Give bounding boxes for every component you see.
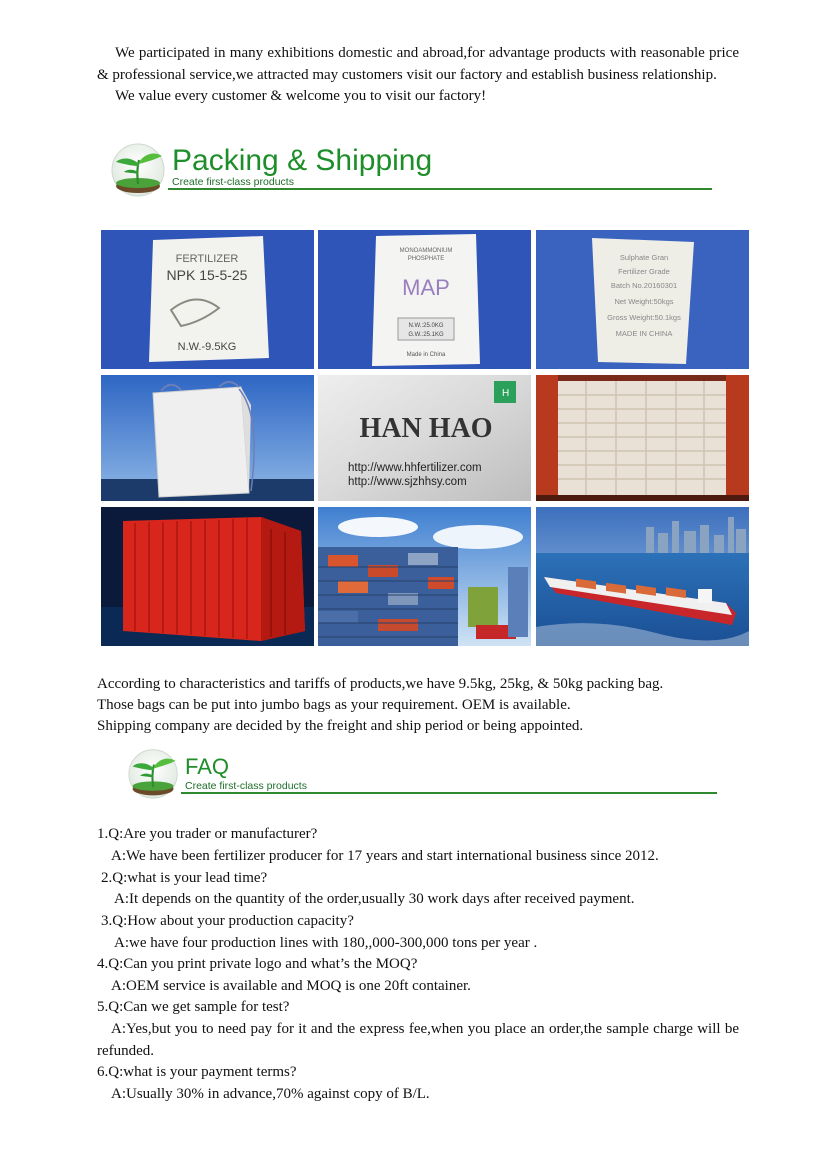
hanhao-brand: HAN HAO (359, 413, 493, 444)
npk-bag-line1: FERTILIZER (175, 253, 239, 265)
sulphate-bag-line6: MADE IN CHINA (615, 329, 673, 338)
sulphate-bag-line4: Net Weight:50kgs (614, 297, 674, 306)
faq-answer-3: A:we have four production lines with 180,,000-300,000 tons per year . (114, 935, 538, 951)
npk-bag-line2: NPK 15-5-25 (166, 267, 248, 283)
faq-question-5: 5.Q:Can we get sample for test? (97, 999, 290, 1015)
faq-question-4: 4.Q:Can you print private logo and what’s the MOQ? (97, 956, 418, 972)
faq-question-2: 2.Q:what is your lead time? (101, 870, 268, 886)
faq-answer-5-text: A:Yes,but you to need pay for it and the express fee,when you place an order,the sample charge will be refunded. (97, 1021, 739, 1059)
faq-answer-6: A:Usually 30% in advance,70% against copy of B/L. (111, 1086, 430, 1102)
map-bag-line6: Made in China (406, 352, 446, 358)
packing-banner-rule (168, 188, 712, 190)
faq-answer-4: A:OEM service is available and MOQ is one 20ft container. (111, 978, 471, 994)
photo-hanhao-sign (318, 375, 531, 501)
packing-banner-subtitle: Create first-class products (172, 176, 294, 188)
photo-cargo-ship (536, 507, 749, 646)
map-bag-line5: G.W.:25.1KG (408, 332, 444, 338)
packing-shipping-banner (110, 140, 715, 200)
packing-text-2: Those bags can be put into jumbo bags as your requirement. OEM is available. (97, 697, 571, 713)
intro-text-1: We participated in many exhibitions domestic and abroad,for advantage products with reasonable price & professional service,we attracted may customers visit our factory and establish business relationship. (97, 45, 739, 83)
faq-question-3: 3.Q:How about your production capacity? (101, 913, 354, 929)
faq-banner-title: FAQ (185, 754, 230, 779)
faq-question-1: 1.Q:Are you trader or manufacturer? (97, 826, 318, 842)
faq-banner (127, 746, 719, 802)
photo-container-yard (318, 507, 531, 646)
faq-question-6: 6.Q:what is your payment terms? (97, 1064, 297, 1080)
faq-answer-2: A:It depends on the quantity of the order,usually 30 work days after received payment. (114, 891, 635, 907)
map-bag-line3: MAP (402, 275, 450, 300)
photo-sulphate-bag (536, 230, 749, 369)
map-bag-line2: PHOSPHATE (407, 256, 445, 262)
packing-banner-title: Packing & Shipping (172, 144, 433, 177)
sprout-globe-icon (110, 140, 168, 198)
faq-answer-1: A:We have been fertilizer producer for 17 years and start international business since 2012. (111, 848, 659, 864)
photo-npk-bag (101, 230, 314, 369)
faq-answer-5 (97, 1019, 739, 1062)
map-bag-line1: MONOAMMONIUM (399, 248, 453, 254)
sulphate-bag-line3: Batch No.20160301 (610, 281, 678, 290)
faq-banner-subtitle: Create first-class products (185, 780, 307, 792)
sulphate-bag-line1: Sulphate Gran (619, 253, 669, 262)
faq-banner-rule (181, 792, 717, 794)
hanhao-url1: http://www.hhfertilizer.com (348, 462, 482, 474)
sprout-globe-icon (127, 746, 181, 800)
packing-text-3: Shipping company are decided by the freight and ship period or being appointed. (97, 718, 584, 734)
hanhao-url2: http://www.sjzhhsy.com (348, 476, 467, 488)
photo-jumbo-bag (101, 375, 314, 501)
sulphate-bag-line5: Gross Weight:50.1kgs (607, 313, 681, 322)
photo-loaded-container (536, 375, 749, 501)
photo-map-bag (318, 230, 531, 369)
intro-text-2: We value every customer & welcome you to visit our factory! (115, 88, 487, 104)
sulphate-bag-line2: Fertilizer Grade (618, 267, 670, 276)
photo-red-container (101, 507, 314, 646)
intro-paragraph (97, 43, 739, 108)
map-bag-line4: N.W.:25.0KG (408, 323, 444, 329)
svg-text:H: H (502, 388, 510, 399)
npk-bag-line3: N.W.-9.5KG (177, 341, 237, 353)
packing-text-1: According to characteristics and tariffs of products,we have 9.5kg, 25kg, & 50kg packing bag. (97, 676, 664, 692)
